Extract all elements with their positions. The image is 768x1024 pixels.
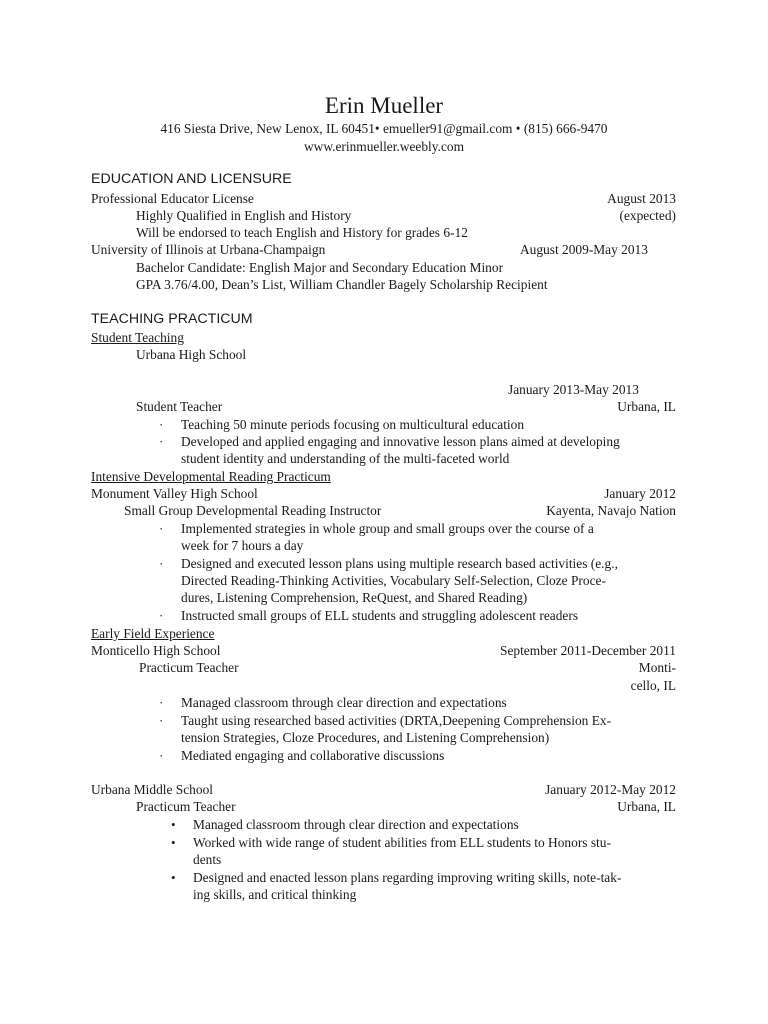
middle-school-bullet-cont: dents <box>193 852 222 867</box>
reading-practicum-label: Intensive Developmental Reading Practicum <box>91 469 331 484</box>
student-teaching-bullet-cont: student identity and understanding of the multi-faceted world <box>181 451 510 466</box>
early-field-bullet: Mediated engaging and collaborative discussions <box>181 748 445 763</box>
reading-bullet: Implemented strategies in whole group and small groups over the course of a <box>181 521 594 536</box>
early-field-location-cont: cello, IL <box>630 678 676 693</box>
middle-school-bullet: Designed and enacted lesson plans regarding improving writing skills, note-tak- <box>193 870 622 885</box>
student-teaching-label: Student Teaching <box>91 330 184 345</box>
bullet-marker: · <box>159 417 164 432</box>
early-field-role: Practicum Teacher <box>139 660 239 675</box>
middle-school-bullet: Worked with wide range of student abilities from ELL students to Honors stu- <box>193 835 611 850</box>
reading-bullet-cont: dures, Listening Comprehension, ReQuest, and Shared Reading) <box>181 590 528 605</box>
license-expected: (expected) <box>619 208 676 223</box>
early-field-dates: September 2011-December 2011 <box>500 643 676 658</box>
candidate-name: Erin Mueller <box>324 93 444 118</box>
early-field-label: Early Field Experience <box>91 626 215 641</box>
student-teaching-role: Student Teacher <box>136 399 223 414</box>
university-dates: August 2009-May 2013 <box>520 242 648 257</box>
middle-school-name: Urbana Middle School <box>91 782 213 797</box>
bullet-marker: · <box>159 695 164 710</box>
early-field-bullet: Taught using researched based activities (DRTA,Deepening Comprehension Ex- <box>181 713 612 728</box>
reading-bullet: Instructed small groups of ELL students and struggling adolescent readers <box>181 608 579 623</box>
reading-bullet: Designed and executed lesson plans using multiple research based activities (e.g., <box>181 556 618 571</box>
bullet-marker: • <box>171 870 176 885</box>
website-line: www.erinmueller.weebly.com <box>303 139 464 154</box>
gpa-line: GPA 3.76/4.00, Dean’s List, William Chandler Bagely Scholarship Recipient <box>136 277 548 292</box>
license-endorsement: Will be endorsed to teach English and History for grades 6-12 <box>136 225 468 240</box>
middle-school-role: Practicum Teacher <box>136 799 236 814</box>
middle-school-dates: January 2012-May 2012 <box>545 782 676 797</box>
reading-school: Monument Valley High School <box>91 486 258 501</box>
contact-line: 416 Siesta Drive, New Lenox, IL 60451• emueller91@gmail.com • (815) 666-9470 <box>160 121 608 136</box>
section-heading-education: EDUCATION AND LICENSURE <box>91 171 292 187</box>
bullet-marker: · <box>159 748 164 763</box>
middle-school-bullet-cont: ing skills, and critical thinking <box>193 887 357 902</box>
middle-school-location: Urbana, IL <box>617 799 676 814</box>
bullet-marker: · <box>159 556 164 571</box>
student-teaching-school: Urbana High School <box>136 347 247 362</box>
early-field-bullet-cont: tension Strategies, Cloze Procedures, and Listening Comprehension) <box>181 730 550 745</box>
license-qualification: Highly Qualified in English and History <box>136 208 352 223</box>
early-field-location: Monti- <box>638 660 676 675</box>
reading-location: Kayenta, Navajo Nation <box>546 503 676 518</box>
student-teaching-bullet: Teaching 50 minute periods focusing on multicultural education <box>181 417 525 432</box>
university-name: University of Illinois at Urbana-Champaign <box>91 242 326 257</box>
bullet-marker: • <box>171 817 176 832</box>
license-title: Professional Educator License <box>91 191 254 206</box>
bullet-marker: · <box>159 608 164 623</box>
reading-role: Small Group Developmental Reading Instructor <box>124 503 382 518</box>
section-heading-practicum: TEACHING PRACTICUM <box>91 311 253 327</box>
early-field-school: Monticello High School <box>91 643 221 658</box>
student-teaching-dates: January 2013-May 2013 <box>508 382 639 397</box>
bullet-marker: · <box>159 713 164 728</box>
reading-bullet-cont: Directed Reading-Thinking Activities, Vocabulary Self-Selection, Cloze Proce- <box>181 573 606 588</box>
reading-dates: January 2012 <box>604 486 676 501</box>
early-field-bullet: Managed classroom through clear direction and expectations <box>181 695 507 710</box>
bullet-marker: · <box>159 434 164 449</box>
student-teaching-bullet: Developed and applied engaging and innovative lesson plans aimed at developing <box>181 434 620 449</box>
license-date: August 2013 <box>607 191 676 206</box>
middle-school-bullet: Managed classroom through clear direction and expectations <box>193 817 519 832</box>
reading-bullet-cont: week for 7 hours a day <box>181 538 304 553</box>
student-teaching-location: Urbana, IL <box>617 399 676 414</box>
bullet-marker: · <box>159 521 164 536</box>
degree-line: Bachelor Candidate: English Major and Secondary Education Minor <box>136 260 504 275</box>
bullet-marker: • <box>171 835 176 850</box>
